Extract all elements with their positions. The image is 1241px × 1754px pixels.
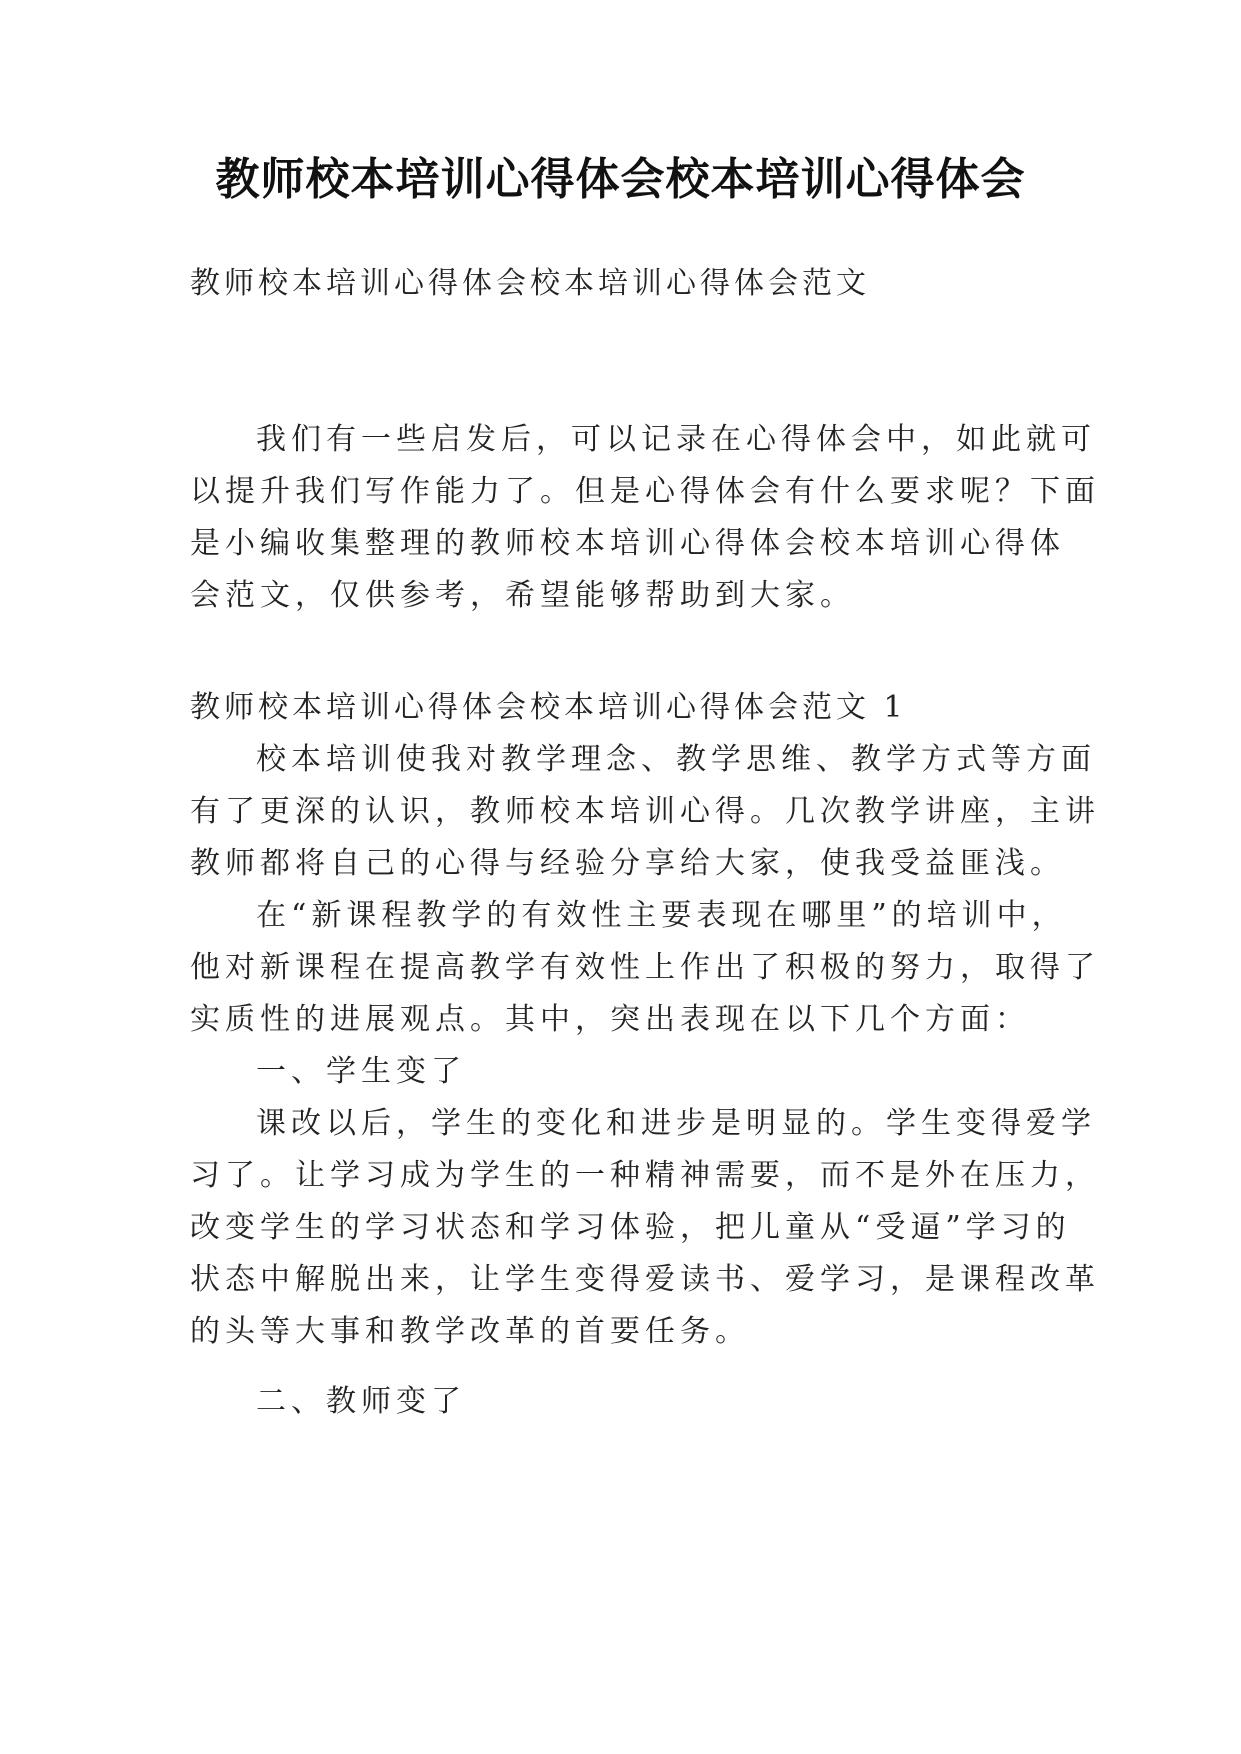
para1-line-3: 教师都将自己的心得与经验分享给大家，使我受益匪浅。 <box>190 846 1065 881</box>
section-heading: 教师校本培训心得体会校本培训心得体会范文 1 <box>190 690 907 725</box>
intro-line-1: 我们有一些启发后，可以记录在心得体会中，如此就可 <box>256 422 1096 457</box>
document-title: 教师校本培训心得体会校本培训心得体会 <box>215 154 1026 205</box>
para3-line-1: 课改以后，学生的变化和进步是明显的。学生变得爱学 <box>256 1106 1096 1141</box>
para3-line-4: 状态中解脱出来，让学生变得爱读书、爱学习，是课程改革 <box>190 1262 1100 1297</box>
para3-line-2: 习了。让学习成为学生的一种精神需要，而不是外在压力， <box>190 1158 1100 1193</box>
point2-heading: 二、教师变了 <box>256 1384 466 1419</box>
para2-line-3: 实质性的进展观点。其中，突出表现在以下几个方面： <box>190 1002 1030 1037</box>
document-subtitle: 教师校本培训心得体会校本培训心得体会范文 <box>190 266 870 301</box>
intro-line-3: 是小编收集整理的教师校本培训心得体会校本培训心得体 <box>190 526 1065 561</box>
para3-line-5: 的头等大事和教学改革的首要任务。 <box>190 1314 750 1349</box>
para2-line-1: 在“新课程教学的有效性主要表现在哪里”的培训中， <box>256 898 1067 933</box>
point1-heading: 一、学生变了 <box>256 1054 466 1089</box>
para1-line-2: 有了更深的认识，教师校本培训心得。几次教学讲座，主讲 <box>190 794 1100 829</box>
para2-line-2: 他对新课程在提高教学有效性上作出了积极的努力，取得了 <box>190 950 1100 985</box>
intro-line-4: 会范文，仅供参考，希望能够帮助到大家。 <box>190 578 855 613</box>
intro-line-2: 以提升我们写作能力了。但是心得体会有什么要求呢？下面 <box>190 474 1100 509</box>
para1-line-1: 校本培训使我对教学理念、教学思维、教学方式等方面 <box>256 742 1096 777</box>
para3-line-3: 改变学生的学习状态和学习体验，把儿童从“受逼”学习的 <box>190 1210 1071 1245</box>
